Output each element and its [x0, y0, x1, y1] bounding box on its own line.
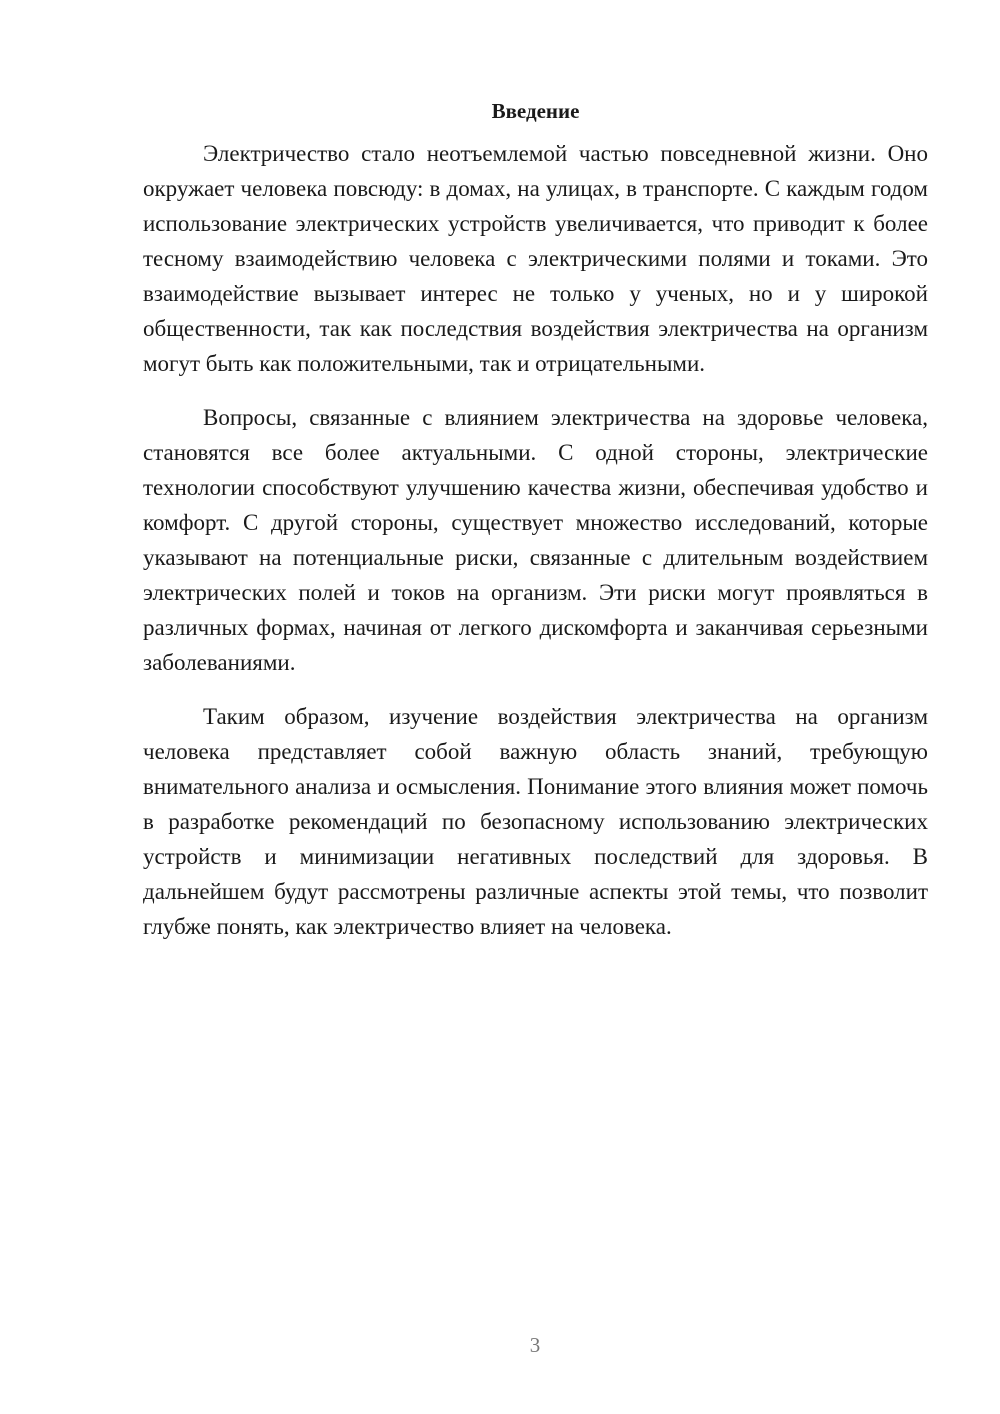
- paragraph-3: Таким образом, изучение воздействия электричества на организм человека представляет собой важную область знаний, требующую внимательного анализа и осмысления. Понимание этого влияния может помочь в разработке рекомендаций по безопасному использованию электрических устройств и минимизации негативных последствий для здоровья. В дальнейшем будут рассмотрены различные аспекты этой темы, что позволит глубже понять, как электричество влияет на человека.: [143, 704, 928, 939]
- section-heading: Введение: [491, 99, 580, 123]
- page-content: [143, 96, 928, 963]
- paragraph-2: Вопросы, связанные с влиянием электричества на здоровье человека, становятся все более актуальными. С одной стороны, электрические технологии способствуют улучшению качества жизни, обеспечивая удобство и комфорт. С другой стороны, существует множество исследований, которые указывают на потенциальные риски, связанные с длительным воздействием электрических полей и токов на организм. Эти риски могут проявляться в различных формах, начиная от легкого дискомфорта и заканчивая серьезными заболеваниями.: [143, 405, 928, 675]
- page-number: 3: [529, 1333, 541, 1357]
- paragraph-1: Электричество стало неотъемлемой частью повседневной жизни. Оно окружает человека повсюду: в домах, на улицах, в транспорте. С каждым годом использование электрических устройств увеличивается, что приводит к более тесному взаимодействию человека с электрическими полями и токами. Это взаимодействие вызывает интерес не только у ученых, но и у широкой общественности, так как последствия воздействия электричества на организм могут быть как положительными, так и отрицательными.: [143, 141, 928, 376]
